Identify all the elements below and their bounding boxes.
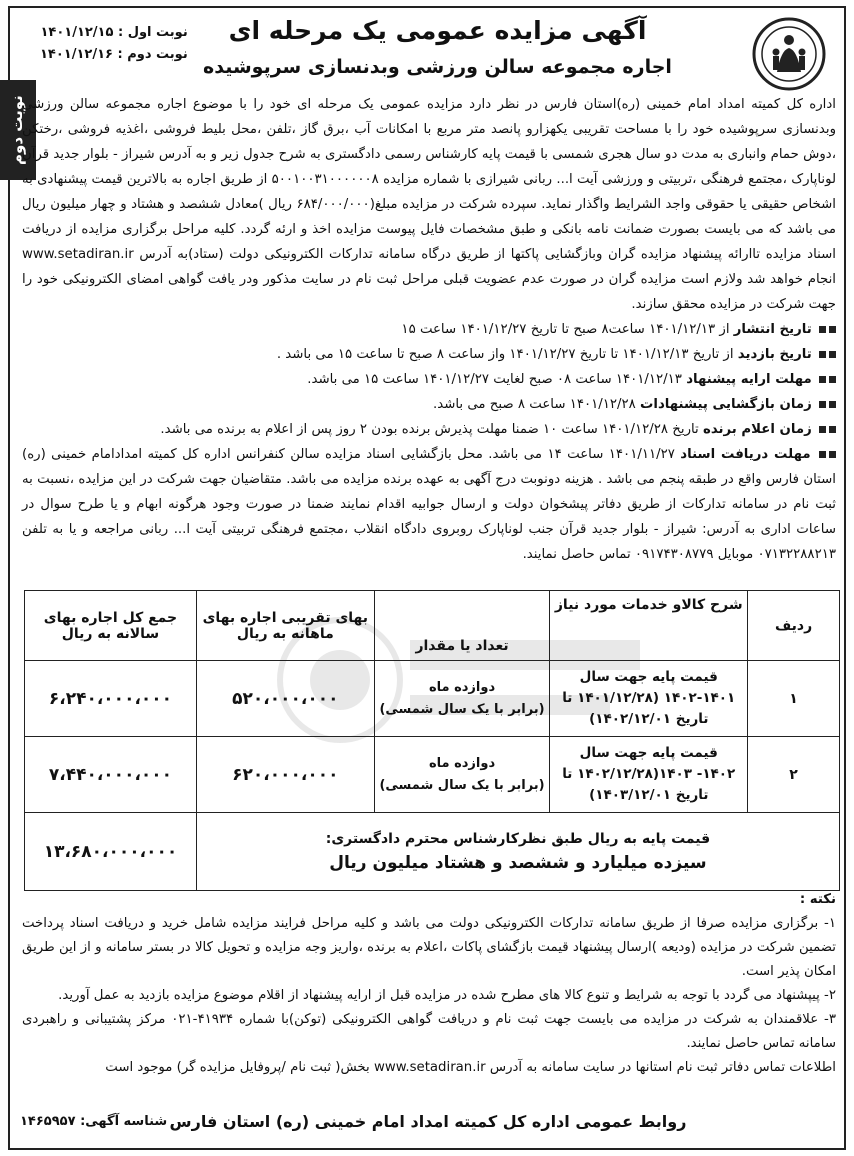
table-row <box>25 737 840 813</box>
bullet-text: ۱۴۰۱/۱۲/۱۳ ساعت ۰۸ صبح لغایت ۱۴۰۱/۱۲/۲۷ ساعت ۱۵ می باشد. <box>307 372 687 387</box>
bullet-label: تاریخ انتشار <box>733 322 812 337</box>
bullet-marker-icon <box>829 401 836 408</box>
col-monthly: بهای تقریبی اجاره بهای ماهانه به ریال <box>196 591 374 661</box>
bullet-label: مهلت ارایه پیشنهاد <box>686 372 812 387</box>
bullet-document-deadline <box>22 442 836 567</box>
publication-dates <box>40 22 188 66</box>
footer-publisher: روابط عمومی اداره کل کمیته امداد امام خمینی (ره) استان فارس <box>169 1112 687 1131</box>
table-row <box>25 661 840 737</box>
bullet-marker-icon <box>829 376 836 383</box>
row-annual: ۷،۴۴۰،۰۰۰،۰۰۰ <box>25 737 197 813</box>
auction-table <box>24 590 840 891</box>
notice-id: شناسه آگهی: ۱۴۶۵۹۵۷ <box>20 1114 168 1129</box>
note-item: اطلاعات تماس دفاتر ثبت نام استانها در سایت سامانه به آدرس www.setadiran.ir بخش( ثبت نام /پروفایل مزایده گر) موجود است <box>105 1060 836 1075</box>
bullet-publish-date <box>22 317 836 342</box>
quantity-value: دوازده ماه <box>428 755 496 771</box>
second-publication-date: نوبت دوم : ۱۴۰۱/۱۲/۱۶ <box>40 47 188 62</box>
bullet-label: زمان اعلام برنده <box>703 422 812 437</box>
row-number: ۱ <box>748 661 840 737</box>
row-monthly: ۶۲۰،۰۰۰،۰۰۰ <box>196 737 374 813</box>
col-description: شرح کالاو خدمات مورد نیاز <box>550 591 748 661</box>
bullet-winner-announcement <box>22 417 836 442</box>
footer <box>20 1108 836 1140</box>
row-quantity <box>374 661 550 737</box>
note-item: ۱- برگزاری مزایده صرفا از طریق سامانه تدارکات الکترونیکی دولت می باشد و کلیه مراحل فرایند مزایده شامل خرید و دریافت اسناد پرداخت تضمین شرکت در مزایده (ودیعه )ارسال پیشنهاد قیمت بازگشای پاکات ،اعلام به برنده ،واریز وجه مزایده و تحویل کالا در بستر سامانه و از این طریق امکان پذیر است. <box>22 916 836 979</box>
total-value: ۱۳،۶۸۰،۰۰۰،۰۰۰ <box>25 813 197 891</box>
notes-section <box>22 888 836 1080</box>
bullet-marker-icon <box>829 326 836 333</box>
bullet-marker-icon <box>819 326 826 333</box>
bullet-marker-icon <box>829 451 836 458</box>
bullet-marker-icon <box>819 376 826 383</box>
bullet-text: تاریخ ۱۴۰۱/۱۲/۲۸ ساعت ۱۰ ضمنا مهلت پذیرش برنده بودن ۲ روز پس از اعلام به برنده می باشد. <box>160 422 703 437</box>
note-item: ۲- پیپشنهاد می گردد با توجه به شرایط و تنوع کالا های مطرح شده در مزایده قبل از ارایه پیشنهاد از اقلام موضوع مزایده بازدید به عمل آورید. <box>58 988 836 1003</box>
note-item: ۳- علاقمندان به شرکت در مزایده می بایست جهت ثبت نام و دریافت گواهی الکترونیکی (توکن)با شماره ۴۱۹۳۴-۰۲۱ مرکز پشتیبانی و راهبردی سامانه تماس حاصل نمایند. <box>22 1012 836 1051</box>
row-annual: ۶،۲۴۰،۰۰۰،۰۰۰ <box>25 661 197 737</box>
side-tab-label: نوبت دوم <box>0 80 36 180</box>
quantity-note: (برابر با یک سال شمسی) <box>379 777 545 793</box>
total-description <box>196 813 839 891</box>
bullet-marker-icon <box>829 351 836 358</box>
col-annual: جمع کل اجاره بهای سالانه به ریال <box>25 591 197 661</box>
header <box>40 12 835 92</box>
bullet-text: از تاریخ ۱۴۰۱/۱۲/۱۳ تا تاریخ ۱۴۰۱/۱۲/۲۷ واز ساعت ۸ صبح تا ساعت ۱۵ می باشد . <box>276 347 738 362</box>
bullet-marker-icon <box>819 426 826 433</box>
quantity-note: (برابر با یک سال شمسی) <box>379 701 545 717</box>
quantity-value: دوازده ماه <box>428 679 496 695</box>
intro-paragraph: اداره کل کمیته امداد امام خمینی (ره)استان فارس در نظر دارد مزایده عمومی یک مرحله ای خود را با موضوع اجاره مجموعه سالن ورزشی وبدنسازی سرپوشیده خود را با مساحت تقریبی یکهزارو پانصد متر مربع با امکانات آب ،برق گاز ،تلفن ،محل بلیط فروشی ،اغذیه فروشی ،رختکن ،دوش حمام وانباری به مدت دو سال هجری شمسی با قیمت پایه کارشناس رسمی دادگستری به شرح جدول زیر و به آدرس شیراز - بلوار جدید قرآن لوناپارک ،مجتمع فرهنگی ،تربیتی و ورزشی آیت ا... ربانی شیرازی با شماره مزایده ۵۰۰۱۰۰۳۱۰۰۰۰۰۰۸ از طریق اجاره به بالاترین قیمت پیشنهادی به اشخاص حقیقی یا حقوقی واجد الشرایط واگذار نماید. سپرده شرکت در مزایده مبلغ(۶۸۴/۰۰۰/۰۰۰ ریال )معادل ششصد و هشتاد و چهار میلیون ریال می باشد که می بایست بصورت ضمانت نامه بانکی و طبق مشخصات فایل پیوست مزایده اخذ و ارئه گردد. کلیه مراحل برگزاری مزایده از دریافت اسناد مزایده تاارائه پیشنهاد مزایده گران وبازگشایی پاکتها از طریق درگاه سامانه تدارکات الکترونیکی دولت (ستاد)به آدرس www.setadiran.ir انجام خواهد شد ولازم است مزایده گران در صورت عدم عضویت قبلی مراحل ثبت نام در سایت مذکور ودر یافت گواهی امضای الکترونیکی خود را جهت شرکت در مزایده محقق سازند. <box>22 97 836 312</box>
row-monthly: ۵۲۰،۰۰۰،۰۰۰ <box>196 661 374 737</box>
row-description: قیمت پایه جهت سال ۱۴۰۲- ۱۴۰۳(۱۴۰۲/۱۲/۲۸ تا تاریخ ۱۴۰۳/۱۲/۰۱) <box>550 737 748 813</box>
bullet-text: ۱۴۰۱/۱۱/۲۷ ساعت ۱۴ می باشد. محل بازگشایی اسناد مزایده سالن کنفرانس اداره کل کمیته امدادامام خمینی (ره) استان فارس واقع در طبقه پنجم می باشد . هزینه دونوبت درج آگهی به عهده برنده مزایده می باشد. متقاضیان جهت شرکت در این مزایده ،نسبت به ثبت نام در سامانه تدارکات از طریق دفاتر پیشخوان دولت و ارسال جوابیه اقدام نمایند ضمنا در صورت وجود هرگونه ابهام و یا طرح سوال در ساعات اداری به آدرس: شیراز - بلوار جدید قرآن جنب لوناپارک روبروی دادگاه انقلاب ،مجتمع فرهنگی تربیتی آیت ا... ربانی مراجعه و یا به تلفن ۰۷۱۳۲۲۸۸۲۱۳ موبایل ۰۹۱۷۴۳۰۸۷۷۹ تماس حاصل نمایند. <box>22 447 836 562</box>
first-publication-date: نوبت اول : ۱۴۰۱/۱۲/۱۵ <box>40 25 188 40</box>
notice-title: آگهی مزایده عمومی یک مرحله ای <box>228 16 647 45</box>
bullet-text: ۱۴۰۱/۱۲/۲۸ ساعت ۸ صبح می باشد. <box>433 397 641 412</box>
col-radif: ردیف <box>748 591 840 661</box>
bullet-marker-icon <box>829 426 836 433</box>
col-quantity: تعداد یا مقدار <box>374 591 550 661</box>
bullet-text: از ۱۴۰۱/۱۲/۱۳ ساعت۸ صبح تا تاریخ ۱۴۰۱/۱۲/۲۷ ساعت ۱۵ <box>401 322 734 337</box>
total-words: سیزده میلیارد و ششصد و هشتاد میلیون ریال <box>329 852 707 873</box>
bullet-submission-deadline <box>22 367 836 392</box>
total-label: قیمت پایه به ریال طبق نظرکارشناس محترم دادگستری: <box>325 830 711 847</box>
row-description: قیمت پایه جهت سال ۱۴۰۱-۱۴۰۲ (۱۴۰۱/۱۲/۲۸ تا تاریخ ۱۴۰۲/۱۲/۰۱) <box>550 661 748 737</box>
bullet-label: تاریخ بازدید <box>737 347 812 362</box>
notes-heading: نکته : <box>799 892 836 907</box>
row-quantity <box>374 737 550 813</box>
notice-subtitle: اجاره مجموعه سالن ورزشی وبدنسازی سرپوشیده <box>203 56 672 78</box>
bullet-marker-icon <box>819 351 826 358</box>
bullet-label: زمان بازگشایی پیشنهادات <box>640 397 812 412</box>
table-total-row <box>25 813 840 891</box>
notice-body <box>22 92 836 567</box>
table-header-row <box>25 591 840 661</box>
row-number: ۲ <box>748 737 840 813</box>
bullet-opening-time <box>22 392 836 417</box>
bullet-marker-icon <box>819 451 826 458</box>
bullet-label: مهلت دریافت اسناد <box>680 447 811 462</box>
bullet-marker-icon <box>819 401 826 408</box>
bullet-visit-date <box>22 342 836 367</box>
